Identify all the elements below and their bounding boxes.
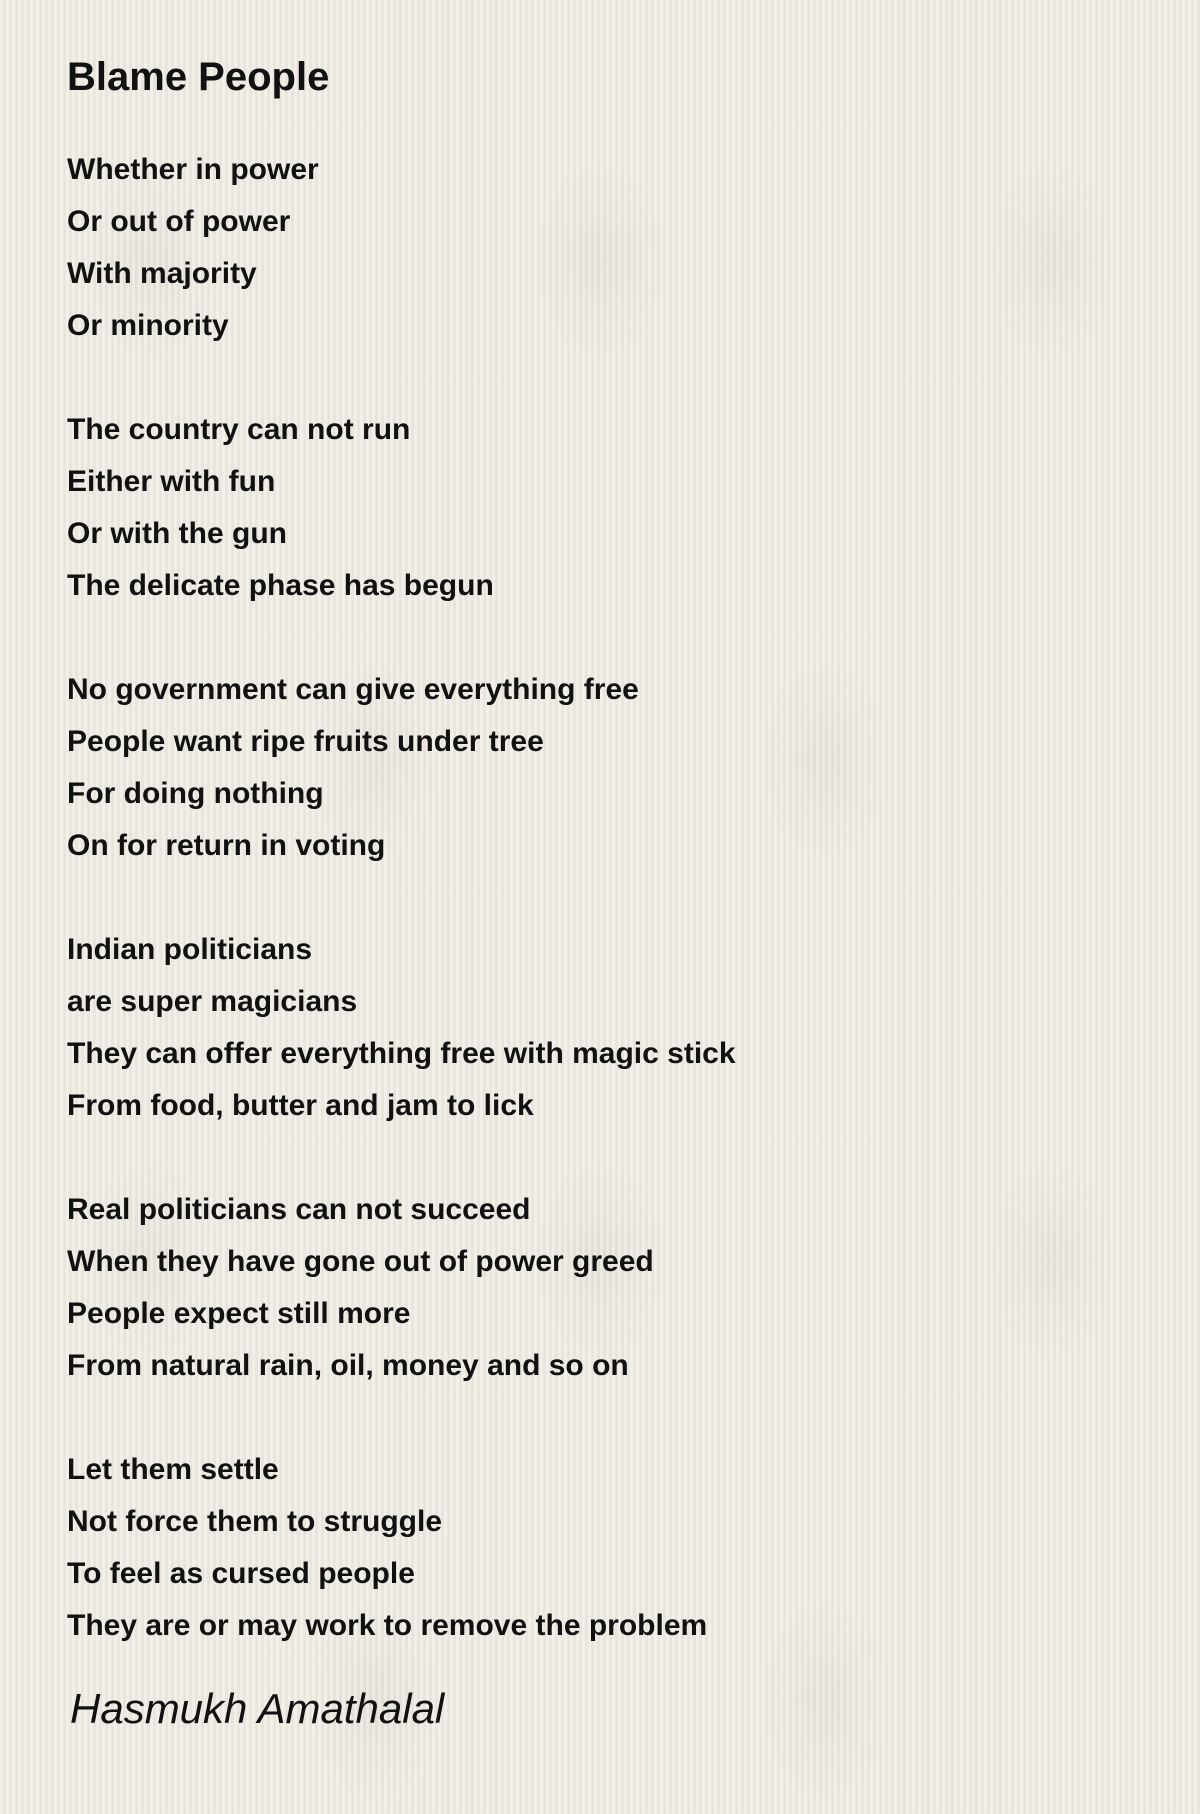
poem-line: Or minority xyxy=(67,309,229,342)
poem-line: From food, butter and jam to lick xyxy=(67,1089,534,1122)
stanza-2 xyxy=(67,404,1147,612)
poem-line: Not force them to struggle xyxy=(67,1505,443,1538)
poem-line: On for return in voting xyxy=(67,829,386,862)
poem-line: No government can give everything free xyxy=(67,673,639,706)
stanza-6 xyxy=(67,1444,1147,1652)
poem-line: The country can not run xyxy=(67,413,411,446)
poem-line: Let them settle xyxy=(67,1453,279,1486)
poem-line: With majority xyxy=(67,257,257,290)
poem-line: They can offer everything free with magic stick xyxy=(67,1037,736,1070)
poem-line: Real politicians can not succeed xyxy=(67,1193,531,1226)
poem-line: People want ripe fruits under tree xyxy=(67,725,544,758)
poem-line: For doing nothing xyxy=(67,777,324,810)
poem-card xyxy=(67,50,1147,1734)
poem-line: are super magicians xyxy=(67,985,358,1018)
poem-line: Whether in power xyxy=(67,153,319,186)
stanza-5 xyxy=(67,1184,1147,1392)
poem-line: Either with fun xyxy=(67,465,276,498)
poem-line: Or with the gun xyxy=(67,517,287,550)
poem-line: Indian politicians xyxy=(67,933,313,966)
poem-line: When they have gone out of power greed xyxy=(67,1245,654,1278)
poem-line: The delicate phase has begun xyxy=(67,569,494,602)
poem-line: They are or may work to remove the problem xyxy=(67,1609,708,1642)
stanza-3 xyxy=(67,664,1147,872)
poem-line: To feel as cursed people xyxy=(67,1557,415,1590)
poem-line: Or out of power xyxy=(67,205,291,238)
stanza-4 xyxy=(67,924,1147,1132)
poem-title: Blame People xyxy=(67,55,330,99)
poem-body xyxy=(67,144,1147,1652)
poem-line: People expect still more xyxy=(67,1297,411,1330)
poem-line: From natural rain, oil, money and so on xyxy=(67,1349,629,1382)
stanza-1 xyxy=(67,144,1147,352)
poem-author: Hasmukh Amathalal xyxy=(70,1685,445,1732)
